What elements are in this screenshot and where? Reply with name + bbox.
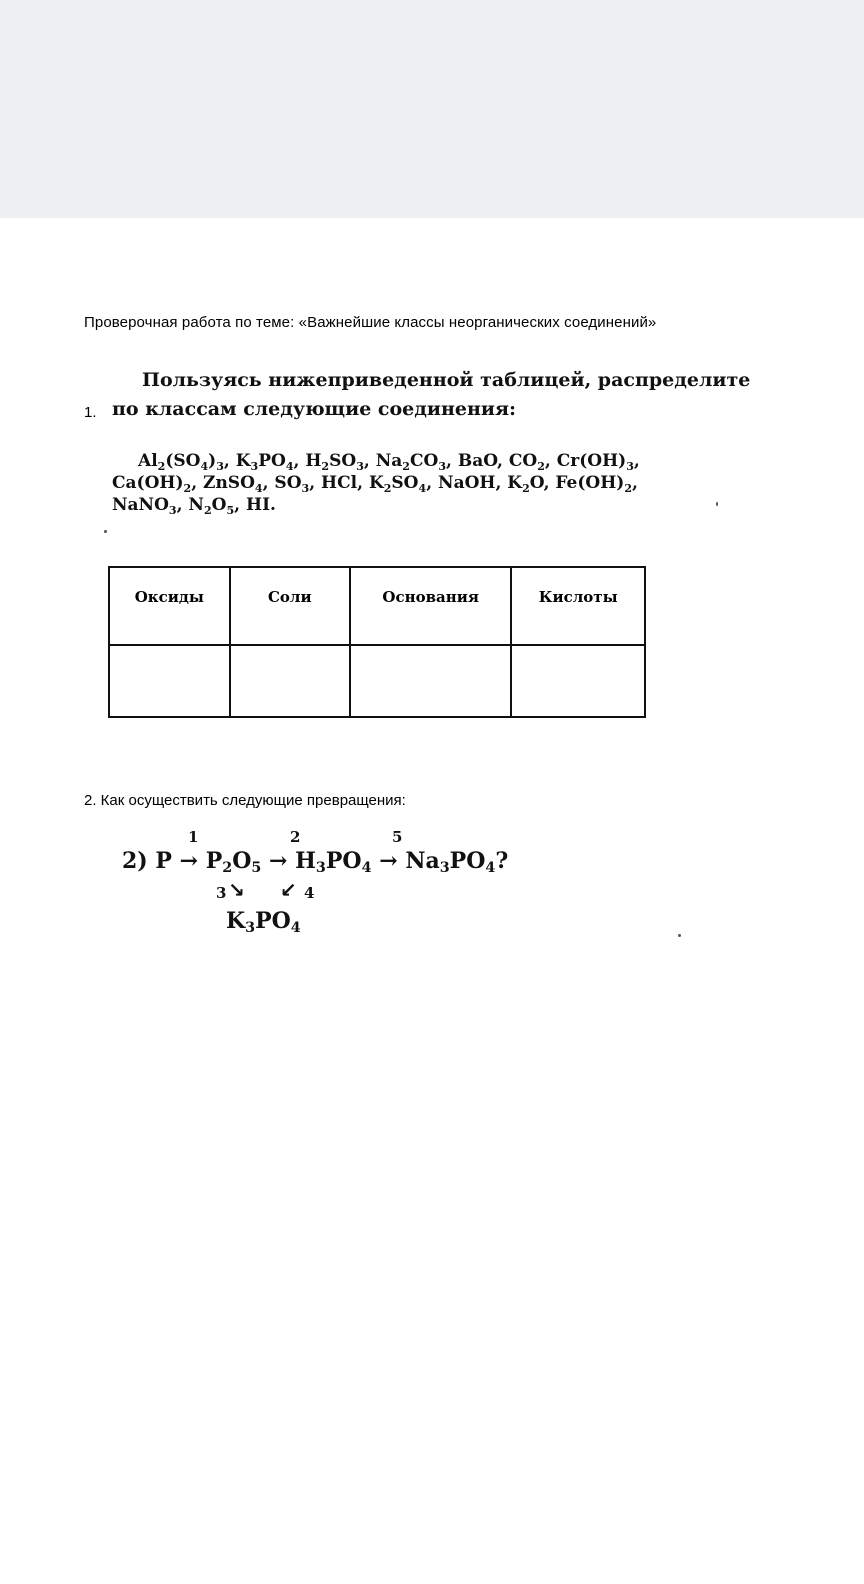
top-gray-band (0, 0, 864, 218)
column-header-acids: Кислоты (511, 567, 645, 645)
table-row (109, 645, 645, 717)
step-label-5: 5 (392, 828, 403, 846)
scan-speck (716, 502, 718, 506)
scheme-main-line (122, 848, 508, 874)
step-label-3: 3 (216, 884, 227, 902)
table-cell-bases (350, 645, 511, 717)
scan-speck (104, 530, 107, 533)
species-h3po4: $H_3PO_4$ (295, 848, 372, 876)
task1-instruction: Пользуясь нижеприведенной таблицей, распределите по классам следующие соединения: (112, 369, 751, 420)
column-header-bases: Основания (350, 567, 511, 645)
species-na3po4: $Na_3PO_4$? (405, 848, 509, 876)
arrow-down-right-icon: ↘ (228, 878, 245, 902)
arrow-right-icon: → (179, 848, 199, 874)
column-header-salts: Соли (230, 567, 350, 645)
step-label-4: 4 (304, 884, 315, 902)
table-cell-oxides (109, 645, 230, 717)
arrow-right-icon: → (379, 848, 398, 874)
task2-question: 2. Как осуществить следующие превращения: (84, 792, 406, 809)
transformation-scheme (122, 828, 562, 956)
step-prefix: 2) (122, 848, 156, 874)
arrow-right-icon: → (269, 848, 288, 874)
arrow-down-left-icon: ↙ (280, 878, 297, 902)
task1-number: 1. (84, 404, 97, 421)
task1-formula-list: $Al_2(SO_4)_3$, $K_3PO_4$, $H_2SO_3$, $Na_2CO_3$, BaO, $CO_2$, $Cr(OH)_3$, $Ca(OH)_2$, ZnSO$_4$, $SO_3$, HCl, $K_2SO_4$, NaOH, $K_2O$, $Fe(OH)_2$, NaNO$_3$, $N_2O_5$, HI. (112, 451, 640, 517)
table-header-row (109, 567, 645, 645)
species-p2o5: $P_2O_5$ (205, 848, 262, 876)
scan-speck (678, 934, 681, 937)
column-header-oxides: Оксиды (109, 567, 230, 645)
step-label-2: 2 (290, 828, 301, 846)
table-cell-acids (511, 645, 645, 717)
page-title: Проверочная работа по теме: «Важнейшие классы неорганических соединений» (84, 314, 657, 331)
classification-table (108, 566, 646, 718)
species-p: P (155, 848, 172, 874)
step-label-1: 1 (188, 828, 199, 846)
table-cell-salts (230, 645, 350, 717)
species-k3po4: $K_3PO_4$ (226, 908, 301, 936)
